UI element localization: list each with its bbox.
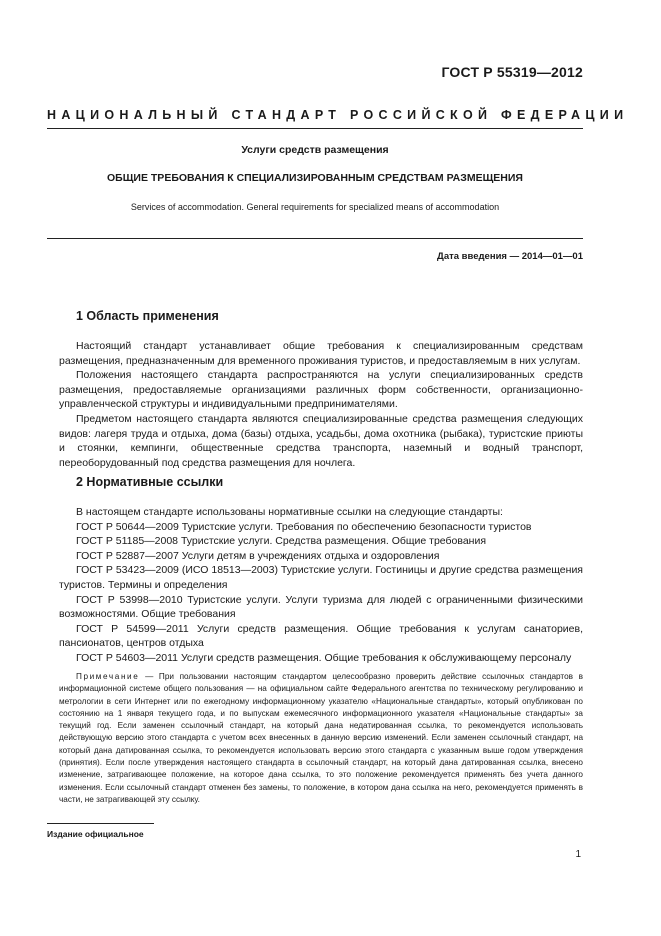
reference-item: ГОСТ Р 54603—2011 Услуги средств размещения. Общие требования к обслуживающему персоналу [76, 651, 572, 664]
section-2-body [59, 505, 583, 666]
document-subtitle: Услуги средств размещения [241, 144, 389, 156]
reference-item: ГОСТ Р 54599—2011 Услуги средств размещения. Общие требования к услугам санаториев, пансионатов, центров отдыха [59, 622, 583, 650]
note-label: Примечание [76, 672, 140, 681]
edition-label: Издание официальное [47, 829, 144, 839]
reference-item: ГОСТ Р 53998—2010 Туристские услуги. Услуги туризма для людей с ограниченными физическими возможностями. Общие требования [59, 593, 583, 621]
reference-item: ГОСТ Р 51185—2008 Туристские услуги. Средства размещения. Общие требования [76, 535, 487, 548]
document-title: ОБЩИЕ ТРЕБОВАНИЯ К СПЕЦИАЛИЗИРОВАННЫМ СРЕДСТВАМ РАЗМЕЩЕНИЯ [107, 172, 523, 184]
paragraph: Настоящий стандарт устанавливает общие требования к специализированным средствам размещения, предназначенным для временного проживания туристов, и предоставляемым в них услугам. [59, 340, 583, 367]
reference-item: ГОСТ Р 50644—2009 Туристские услуги. Требования по обеспечению безопасности туристов [76, 520, 532, 533]
section-1-heading: 1 Область применения [76, 309, 219, 323]
note-text: — При пользовании настоящим стандартом целесообразно проверить действие ссылочных стандартов в информационной системе общего пользования — на официальном сайте Федерального агентства по техническому регулированию и метрологии в сети Интернет или по ежегодному информационному указателю «Национальные стандарты», который опубликован по состоянию на 1 января текущего года, и по выпускам ежемесячного информационного указателя «Национальные стандарты» за текущий год. Если заменен ссылочный стандарт, на который дана недатированная ссылка, то рекомендуется использовать действующую версию этого стандарта с учетом всех внесенных в данную версию изменений. Если заменен ссылочный стандарт, на который дана датированная ссылка, то рекомендуется использовать версию этого стандарта с указанным выше годом утверждения (принятия). Если после утверждения настоящего стандарта в ссылочный стандарт, на который дана датированная ссылка, внесено изменение, затрагивающее положение, на которое дана ссылка, то это положение рекомендуется применять без учета данного изменения. Если ссылочный стандарт отменен без замены, то положение, в котором дана ссылка на него, рекомендуется применять в части, не затрагивающей эту ссылку. [59, 672, 583, 804]
gost-number: ГОСТ Р 55319—2012 [441, 64, 583, 80]
paragraph: Предметом настоящего стандарта являются специализированные средства размещения следующих видов: лагеря труда и отдыха, дома (базы) отдыха, усадьбы, дома охотника (рыбака), туристские приюты и стоянки, кемпинги, общественные средства транспорта, наземный и водный транспорт, переоборудованный под средства размещения для ночлега. [59, 412, 583, 469]
title-divider [47, 238, 583, 239]
section-2-heading: 2 Нормативные ссылки [76, 475, 224, 489]
page-number: 1 [575, 849, 581, 860]
reference-item: ГОСТ Р 52887—2007 Услуги детям в учреждениях отдыха и оздоровления [76, 549, 440, 562]
note [59, 671, 583, 806]
introduction-date: Дата введения — 2014—01—01 [437, 251, 583, 262]
section-1-body [59, 339, 583, 470]
header-divider [47, 128, 583, 129]
reference-item: ГОСТ Р 53423—2009 (ИСО 18513—2003) Туристские услуги. Гостиницы и другие средства размещения туристов. Термины и определения [59, 564, 583, 591]
paragraph: Положения настоящего стандарта распространяются на услуги специализированных средств размещения, предоставляемые организациями различных форм собственности, организационно-управленческой структуры и индивидуальными предпринимателями. [59, 369, 583, 411]
references-intro: В настоящем стандарте использованы нормативные ссылки на следующие стандарты: [76, 506, 503, 518]
footer-divider [47, 823, 154, 824]
document-title-english: Services of accommodation. General requirements for specialized means of accommodation [130, 202, 500, 212]
national-standard-banner: НАЦИОНАЛЬНЫЙ СТАНДАРТ РОССИЙСКОЙ ФЕДЕРАЦИИ [47, 108, 629, 122]
